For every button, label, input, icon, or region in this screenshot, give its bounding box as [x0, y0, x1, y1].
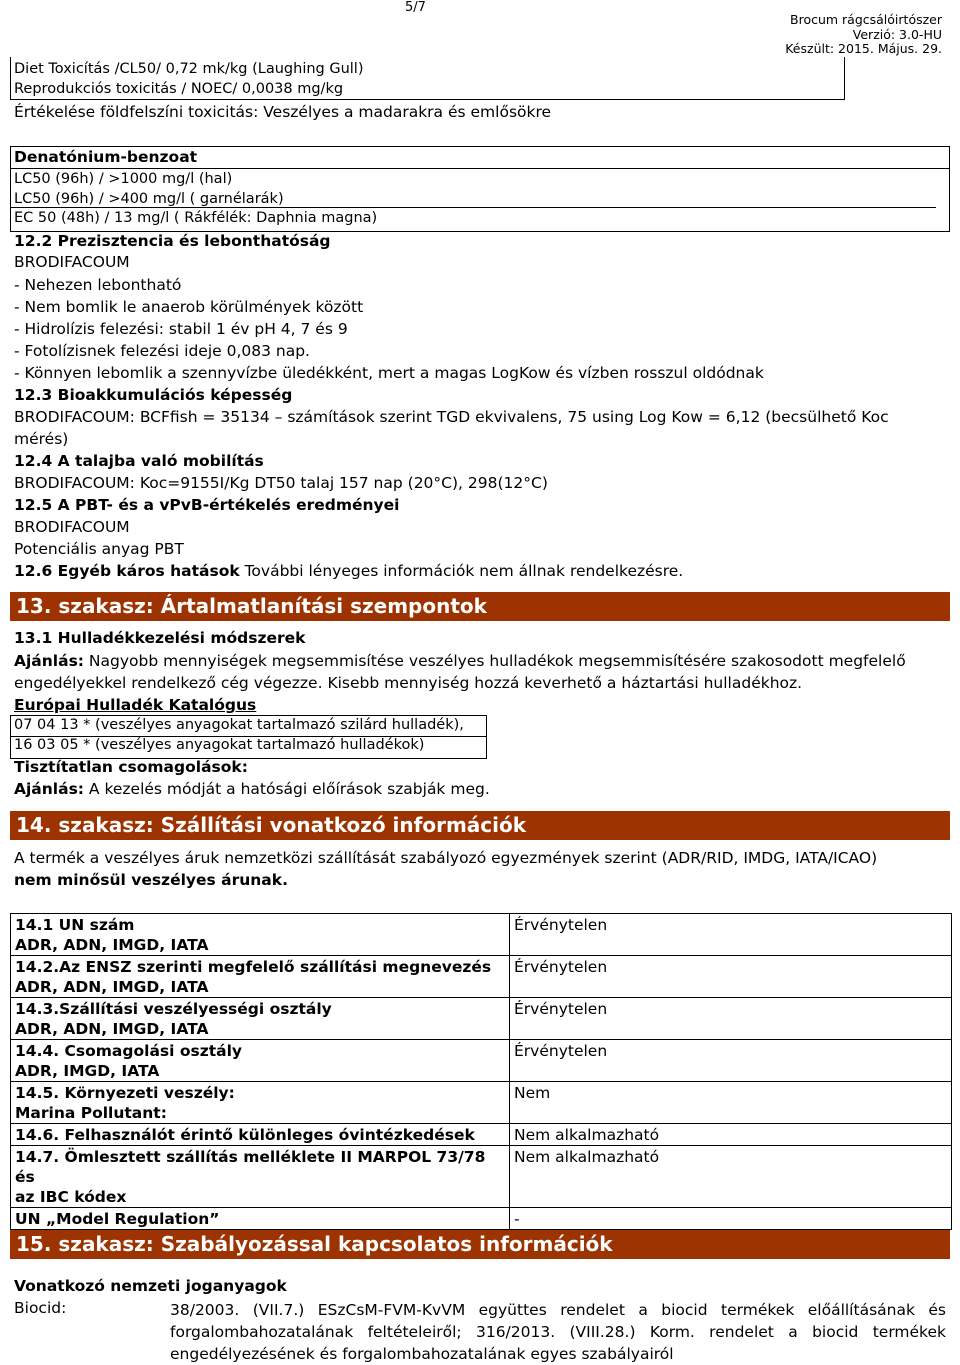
section-12-5-title: 12.5 A PBT- és a vPvB-értékelés eredményei — [14, 496, 400, 514]
section-13-bar: 13. szakasz: Ártalmatlanítási szempontok — [10, 592, 950, 621]
packaging-label: Ajánlás: — [14, 780, 84, 798]
transport-row — [11, 1040, 952, 1082]
transport-item — [11, 1040, 510, 1082]
s12-4-line-1: BRODIFACOUM: Koc=9155I/Kg DT50 talaj 157 nap (20°C), 298(12°C) — [14, 474, 548, 492]
transport-item-title: 14.7. Ömlesztett szállítás melléklete II MARPOL 73/78 és — [15, 1148, 486, 1186]
section-13-1-title: 13.1 Hulladékkezelési módszerek — [14, 629, 306, 647]
transport-item — [11, 1082, 510, 1124]
s12-2-line-4: - Fotolízisnek felezési ideje 0,083 nap. — [14, 342, 310, 360]
waste-catalogue-title: Európai Hulladék Katalógus — [14, 696, 257, 714]
section-12-6-title: 12.6 Egyéb káros hatások — [14, 562, 240, 580]
transport-item-sub: Marina Pollutant: — [15, 1104, 167, 1122]
recommendation-text: Nagyobb mennyiségek megsemmisítése veszélyes hulladékok megsemmisítésére szakosodott megfelelő — [84, 652, 906, 670]
section-12-4-title: 12.4 A talajba való mobilítás — [14, 452, 264, 470]
transport-value: Nem alkalmazható — [510, 1124, 952, 1146]
transport-value: Nem alkalmazható — [510, 1146, 952, 1208]
transport-value: Nem — [510, 1082, 952, 1124]
s13-recommendation — [14, 652, 906, 670]
section-12-3-title: 12.3 Bioakkumulációs képesség — [14, 386, 293, 404]
section-15-subtitle: Vonatkozó nemzeti joganyagok — [14, 1277, 287, 1295]
page-number: 5/7 — [405, 0, 426, 15]
biocid-text: 38/2003. (VII.7.) ESzCsM-FVM-KvVM együttes rendelet a biocid termékek előállításának és forgalombahozatalának feltételeiről; 316/2013. (VIII.28.) Korm. rendelet a biocid termékek engedélyezésének és forgalombahozatalának egyes szabályairól — [170, 1301, 946, 1363]
issue-date: Készült: 2015. Május. 29. — [785, 41, 942, 56]
s12-3-line-1: BRODIFACOUM: BCFfish = 35134 – számítások szerint TGD ekvivalens, 75 using Log Kow = 6,12 (becsülhető Koc — [14, 408, 889, 426]
transport-row — [11, 1082, 952, 1124]
s12-2-line-1: - Nehezen lebontható — [14, 276, 182, 294]
transport-item — [11, 1146, 510, 1208]
section-15-bar: 15. szakasz: Szabályozással kapcsolatos információk — [10, 1230, 950, 1259]
transport-item-title: 14.6. Felhasználót érintő különleges óvintézkedések — [15, 1126, 475, 1144]
transport-item-sub: ADR, ADN, IMGD, IATA — [15, 936, 209, 954]
transport-value: Érvénytelen — [510, 1040, 952, 1082]
biocid-label: Biocid: — [14, 1299, 67, 1317]
transport-item — [11, 1124, 510, 1146]
transport-item-sub: ADR, ADN, IMGD, IATA — [15, 978, 209, 996]
s13-recommendation-2: engedélyekkel rendelkező cég végezze. Kisebb mennyiség hozzá keverhető a háztartási hulladékhoz. — [14, 674, 803, 692]
reproductive-toxicity: Reprodukciós toxicitás / NOEC/ 0,0038 mg/kg — [14, 81, 344, 97]
transport-item-title: 14.1 UN szám — [15, 916, 135, 934]
transport-value: Érvénytelen — [510, 914, 952, 956]
section-12-6 — [14, 562, 683, 580]
section-12-2-title: 12.2 Prezisztencia és lebonthatóság — [14, 232, 331, 250]
transport-row — [11, 998, 952, 1040]
section-12-6-text: További lényeges információk nem állnak rendelkezésre. — [239, 562, 684, 580]
transport-item — [11, 1208, 510, 1230]
denatonium-title: Denatónium-benzoat — [14, 148, 198, 166]
transport-row — [11, 1146, 952, 1208]
section-14-bar: 14. szakasz: Szállítási vonatkozó információk — [10, 811, 950, 840]
transport-item — [11, 914, 510, 956]
transport-item-sub: ADR, ADN, IMGD, IATA — [15, 1020, 209, 1038]
transport-table — [10, 913, 952, 1230]
s12-2-line-5: - Könnyen lebomlik a szennyvízbe üledékként, mert a magas LogKow és vízben rosszul oldódnak — [14, 364, 764, 382]
transport-item-title: 14.5. Környezeti veszély: — [15, 1084, 235, 1102]
transport-value: - — [510, 1208, 952, 1230]
transport-item — [11, 998, 510, 1040]
denatonium-line-2: LC50 (96h) / >400 mg/l ( garnélarák) — [14, 191, 284, 207]
transport-item — [11, 956, 510, 998]
transport-value: Érvénytelen — [510, 956, 952, 998]
transport-value: Érvénytelen — [510, 998, 952, 1040]
s14-intro: A termék a veszélyes áruk nemzetközi szállítását szabályozó egyezmények szerint (ADR/RID, IMDG, IATA/ICAO) — [14, 849, 878, 867]
s12-5-line-2: Potenciális anyag PBT — [14, 540, 184, 558]
packaging-title: Tisztítatlan csomagolások: — [14, 758, 248, 776]
s12-5-line-1: BRODIFACOUM — [14, 518, 130, 536]
product-name: Brocum rágcsálóirtószer — [790, 12, 942, 27]
diet-toxicity: Diet Toxicítás /CL50/ 0,72 mk/kg (Laughing Gull) — [14, 61, 364, 77]
packaging-recommendation — [14, 780, 490, 798]
transport-row — [11, 956, 952, 998]
version: Verzió: 3.0-HU — [852, 26, 942, 42]
s12-2-line-3: - Hidrolízis felezési: stabil 1 év pH 4, 7 és 9 — [14, 320, 348, 338]
packaging-text: A kezelés módját a hatósági előírások szabják meg. — [84, 780, 490, 798]
s12-3-line-2: mérés) — [14, 430, 69, 448]
denatonium-line-1: LC50 (96h) / >1000 mg/l (hal) — [14, 171, 233, 187]
transport-item-title: 14.3.Szállítási veszélyességi osztály — [15, 1000, 332, 1018]
recommendation-label: Ajánlás: — [14, 652, 84, 670]
transport-item-sub: az IBC kódex — [15, 1188, 127, 1206]
transport-item-title: UN „Model Regulation” — [15, 1210, 220, 1228]
s14-intro-2: nem minősül veszélyes árunak. — [14, 871, 288, 889]
waste-code-2: 16 03 05 * (veszélyes anyagokat tartalmazó hulladékok) — [14, 737, 425, 753]
evaluation-text: Értékelése földfelszíni toxicitás: Veszélyes a madarakra és emlősökre — [14, 103, 552, 121]
transport-item-title: 14.4. Csomagolási osztály — [15, 1042, 243, 1060]
s12-2-name: BRODIFACOUM — [14, 253, 130, 271]
transport-row — [11, 1124, 952, 1146]
transport-item-title: 14.2.Az ENSZ szerinti megfelelő szállítási megnevezés — [15, 958, 492, 976]
transport-row — [11, 914, 952, 956]
transport-item-sub: ADR, IMGD, IATA — [15, 1062, 160, 1080]
s12-2-line-2: - Nem bomlik le anaerob körülmények között — [14, 298, 364, 316]
transport-row — [11, 1208, 952, 1230]
denatonium-line-3: EC 50 (48h) / 13 mg/l ( Rákfélék: Daphnia magna) — [14, 210, 378, 226]
waste-code-1: 07 04 13 * (veszélyes anyagokat tartalmazó szilárd hulladék), — [14, 717, 464, 733]
document-header — [785, 13, 942, 57]
